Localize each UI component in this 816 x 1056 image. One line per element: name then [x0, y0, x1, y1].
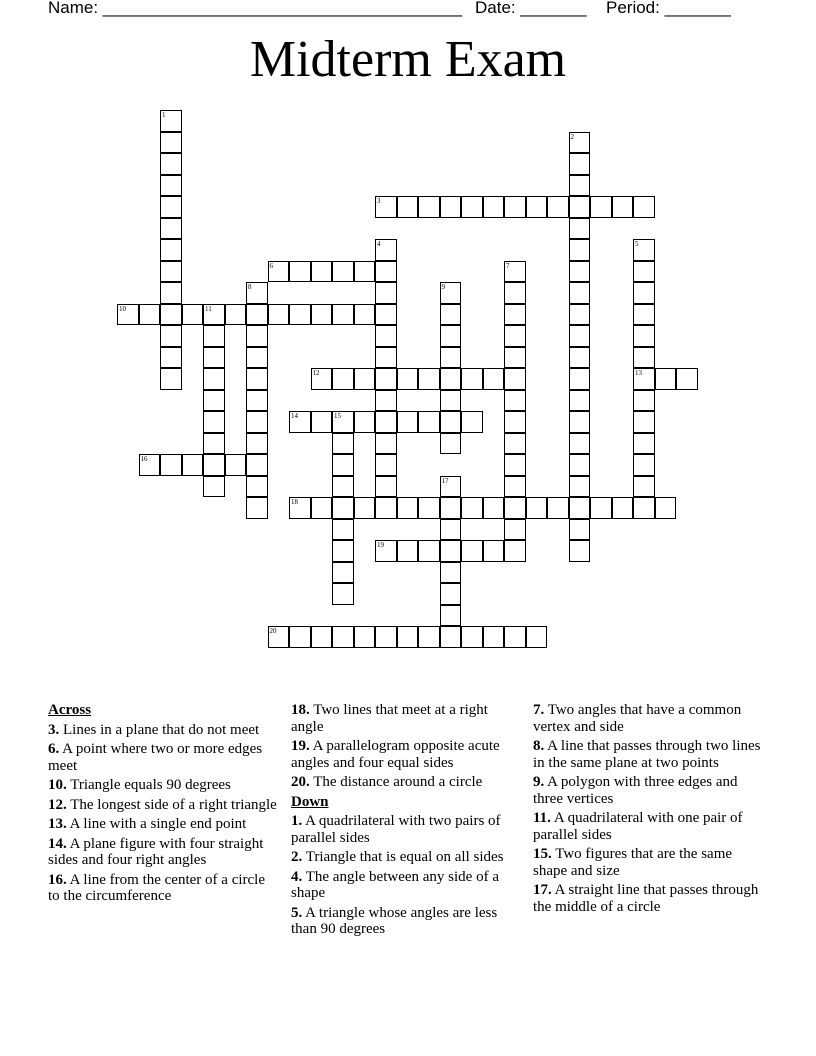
- across-heading: Across: [48, 702, 92, 718]
- clue-text: A plane figure with four straight sides and four right angles: [48, 835, 264, 868]
- name-field[interactable]: Name: ______________________________________: [48, 0, 463, 17]
- date-field[interactable]: Date: _______: [475, 0, 587, 17]
- clue-text: A line that passes through two lines in the same plane at two points: [533, 738, 761, 771]
- crossword-cell[interactable]: [483, 626, 505, 648]
- crossword-cell[interactable]: [354, 261, 376, 283]
- clue-text: A point where two or more edges meet: [48, 741, 263, 774]
- crossword-cell[interactable]: [160, 196, 182, 218]
- crossword-cell[interactable]: [590, 196, 612, 218]
- clue-item: [533, 738, 763, 771]
- clue-number-label: 18: [291, 498, 298, 506]
- crossword-cell[interactable]: [332, 476, 354, 498]
- crossword-cell[interactable]: [160, 454, 182, 476]
- clue-number-label: 2: [570, 132, 574, 141]
- crossword-cell[interactable]: [461, 540, 483, 562]
- crossword-cell[interactable]: [440, 605, 462, 627]
- clue-text: A straight line that passes through the middle of a circle: [533, 882, 759, 915]
- crossword-cell[interactable]: [375, 454, 397, 476]
- crossword-cell[interactable]: [203, 347, 225, 369]
- crossword-cell[interactable]: [160, 347, 182, 369]
- crossword-cell[interactable]: [418, 497, 440, 519]
- crossword-cell[interactable]: [160, 110, 182, 132]
- clue-number: 20.: [291, 774, 310, 790]
- crossword-cell[interactable]: [246, 390, 268, 412]
- crossword-cell[interactable]: [332, 519, 354, 541]
- clue-text: A quadrilateral with two pairs of parallel sides: [291, 813, 501, 846]
- crossword-cell[interactable]: [612, 497, 634, 519]
- clue-text: Lines in a plane that do not meet: [59, 721, 260, 738]
- crossword-cell[interactable]: [569, 347, 591, 369]
- crossword-cell[interactable]: [633, 347, 655, 369]
- period-field[interactable]: Period: _______: [606, 0, 731, 17]
- crossword-cell[interactable]: [289, 261, 311, 283]
- crossword-cell[interactable]: [182, 304, 204, 326]
- clue-number-label: 13: [635, 369, 642, 377]
- crossword-cell[interactable]: [375, 433, 397, 455]
- crossword-cell[interactable]: [332, 261, 354, 283]
- crossword-cell[interactable]: [440, 519, 462, 541]
- crossword-cell[interactable]: [633, 304, 655, 326]
- clue-number-label: 16: [140, 455, 148, 463]
- crossword-cell[interactable]: [160, 368, 182, 390]
- clue-text: Triangle that is equal on all sides: [302, 849, 504, 865]
- clue-text: A parallelogram opposite acute angles and four equal sides: [291, 738, 500, 771]
- crossword-cell[interactable]: [246, 325, 268, 347]
- crossword-cell[interactable]: [504, 411, 526, 433]
- crossword-cell[interactable]: [418, 626, 440, 648]
- crossword-cell[interactable]: [375, 239, 397, 261]
- clue-item: [48, 722, 280, 739]
- clue-text: A line from the center of a circle to the circumference: [48, 871, 265, 904]
- crossword-cell[interactable]: [569, 153, 591, 175]
- crossword-cell[interactable]: [569, 175, 591, 197]
- crossword-cell[interactable]: [440, 347, 462, 369]
- clue-number: 13.: [48, 816, 67, 832]
- crossword-cell[interactable]: [160, 239, 182, 261]
- clue-text: The distance around a circle: [309, 774, 483, 790]
- crossword-cell[interactable]: [246, 368, 268, 390]
- crossword-cell[interactable]: [633, 325, 655, 347]
- crossword-cell[interactable]: [655, 497, 677, 519]
- crossword-cell[interactable]: [504, 454, 526, 476]
- crossword-cell[interactable]: [633, 497, 655, 519]
- clue-text: Two lines that meet at a right angle: [291, 702, 488, 735]
- crossword-cell[interactable]: [375, 282, 397, 304]
- crossword-cell[interactable]: [569, 261, 591, 283]
- clue-number: 1.: [291, 813, 303, 829]
- page-title: Midterm Exam: [249, 31, 567, 88]
- crossword-cell[interactable]: [504, 368, 526, 390]
- clue-item: [533, 774, 763, 807]
- crossword-cell[interactable]: [569, 476, 591, 498]
- crossword-cell[interactable]: [569, 497, 591, 519]
- clue-text: A triangle whose angles are less than 90 degrees: [291, 904, 498, 937]
- crossword-cell[interactable]: [160, 282, 182, 304]
- clue-number: 3.: [48, 721, 60, 738]
- clue-number-label: 11: [205, 304, 212, 313]
- crossword-cell[interactable]: [440, 476, 462, 498]
- crossword-cell[interactable]: [397, 497, 419, 519]
- crossword-cell[interactable]: [569, 132, 591, 154]
- clue-item: [48, 797, 280, 814]
- clue-number: 19.: [291, 738, 310, 754]
- clue-number: 12.: [48, 796, 67, 813]
- crossword-cell[interactable]: [633, 261, 655, 283]
- clue-item: [291, 702, 517, 735]
- crossword-cell[interactable]: [354, 304, 376, 326]
- crossword-cell[interactable]: [375, 196, 397, 218]
- crossword-cell[interactable]: [526, 196, 548, 218]
- crossword-cell[interactable]: [268, 626, 290, 648]
- clue-number-label: 7: [506, 261, 510, 270]
- clue-text: A polygon with three edges and three vertices: [533, 774, 738, 807]
- crossword-cell[interactable]: [375, 626, 397, 648]
- clues-column-1: [48, 702, 280, 908]
- clue-number: 14.: [48, 835, 67, 852]
- crossword-cell[interactable]: [461, 497, 483, 519]
- clue-number: 5.: [291, 904, 303, 921]
- clue-number-label: 6: [269, 261, 273, 270]
- clue-number: 17.: [533, 882, 552, 898]
- crossword-cell[interactable]: [440, 497, 462, 519]
- crossword-cell[interactable]: [440, 304, 462, 326]
- clue-text: The angle between any side of a shape: [291, 868, 499, 901]
- crossword-cell[interactable]: [246, 282, 268, 304]
- crossword-cell[interactable]: [461, 626, 483, 648]
- down-heading: Down: [291, 793, 329, 810]
- clue-number-label: 14: [291, 412, 298, 420]
- crossword-cell[interactable]: [160, 304, 182, 326]
- crossword-cell[interactable]: [160, 153, 182, 175]
- crossword-cell[interactable]: [289, 411, 311, 433]
- crossword-cell[interactable]: [440, 433, 462, 455]
- crossword-cell[interactable]: [440, 368, 462, 390]
- crossword-cell[interactable]: [483, 368, 505, 390]
- crossword-cell[interactable]: [332, 304, 354, 326]
- crossword-cell[interactable]: [504, 282, 526, 304]
- crossword-cell[interactable]: [203, 454, 225, 476]
- clue-number: 7.: [533, 702, 545, 718]
- crossword-cell[interactable]: [289, 304, 311, 326]
- crossword-cell[interactable]: [397, 196, 419, 218]
- crossword-cell[interactable]: [375, 368, 397, 390]
- crossword-cell[interactable]: [633, 454, 655, 476]
- crossword-cell[interactable]: [612, 196, 634, 218]
- crossword-cell[interactable]: [569, 519, 591, 541]
- crossword-cell[interactable]: [375, 304, 397, 326]
- crossword-cell[interactable]: [246, 476, 268, 498]
- crossword-cell[interactable]: [633, 368, 655, 390]
- across-clue-list-continued: [291, 702, 517, 791]
- crossword-cell[interactable]: [311, 497, 333, 519]
- clue-item: [533, 810, 763, 843]
- crossword-cell[interactable]: [397, 626, 419, 648]
- crossword-cell[interactable]: [504, 304, 526, 326]
- clue-item: [48, 777, 280, 794]
- crossword-cell[interactable]: [375, 261, 397, 283]
- crossword-cell[interactable]: [461, 196, 483, 218]
- clue-number: 4.: [291, 868, 303, 885]
- clue-item: [48, 872, 280, 905]
- crossword-cell[interactable]: [418, 540, 440, 562]
- crossword-cell[interactable]: [569, 282, 591, 304]
- crossword-cell[interactable]: [633, 196, 655, 218]
- crossword-cell[interactable]: [590, 497, 612, 519]
- clue-number-label: 10: [119, 304, 126, 313]
- crossword-cell[interactable]: [160, 175, 182, 197]
- crossword-cell[interactable]: [311, 411, 333, 433]
- crossword-cell[interactable]: [569, 411, 591, 433]
- crossword-cell[interactable]: [203, 304, 225, 326]
- crossword-cell[interactable]: [139, 454, 161, 476]
- crossword-cell[interactable]: [332, 368, 354, 390]
- crossword-cell[interactable]: [633, 476, 655, 498]
- clue-number: 18.: [291, 702, 310, 718]
- clue-text: A quadrilateral with one pair of parallel sides: [533, 810, 743, 843]
- clue-text: Triangle equals 90 degrees: [66, 777, 231, 793]
- clue-item: [533, 846, 763, 879]
- crossword-cell[interactable]: [633, 411, 655, 433]
- crossword-cell[interactable]: [418, 196, 440, 218]
- crossword-cell[interactable]: [332, 562, 354, 584]
- clue-item: [291, 738, 517, 771]
- clue-number-label: 1: [162, 111, 166, 119]
- crossword-cell[interactable]: [633, 433, 655, 455]
- crossword-cell[interactable]: [526, 626, 548, 648]
- crossword-cell[interactable]: [569, 390, 591, 412]
- crossword-cell[interactable]: [461, 411, 483, 433]
- crossword-cell[interactable]: [332, 433, 354, 455]
- crossword-cell[interactable]: [483, 196, 505, 218]
- crossword-cell[interactable]: [504, 519, 526, 541]
- crossword-cell[interactable]: [504, 433, 526, 455]
- crossword-cell[interactable]: [569, 433, 591, 455]
- crossword-cell[interactable]: [375, 540, 397, 562]
- clue-number-label: 12: [312, 369, 320, 377]
- crossword-cell[interactable]: [504, 196, 526, 218]
- crossword-cell[interactable]: [117, 304, 139, 326]
- crossword-cell[interactable]: [225, 304, 247, 326]
- crossword-cell[interactable]: [311, 368, 333, 390]
- crossword-cell[interactable]: [440, 626, 462, 648]
- clue-item: [48, 816, 280, 833]
- clue-number: 6.: [48, 741, 60, 757]
- crossword-cell[interactable]: [332, 540, 354, 562]
- crossword-cell[interactable]: [354, 497, 376, 519]
- crossword-cell[interactable]: [569, 304, 591, 326]
- crossword-cell[interactable]: [246, 433, 268, 455]
- clue-number: 15.: [533, 846, 552, 862]
- crossword-cell[interactable]: [440, 540, 462, 562]
- clue-item: [48, 836, 280, 869]
- crossword-cell[interactable]: [655, 368, 677, 390]
- crossword-cell[interactable]: [526, 497, 548, 519]
- crossword-cell[interactable]: [375, 390, 397, 412]
- crossword-cell[interactable]: [633, 239, 655, 261]
- crossword-cell[interactable]: [440, 583, 462, 605]
- crossword-cell[interactable]: [569, 218, 591, 240]
- crossword-cell[interactable]: [246, 454, 268, 476]
- crossword-cell[interactable]: [397, 368, 419, 390]
- clue-text: Two angles that have a common vertex and side: [533, 702, 742, 735]
- crossword-cell[interactable]: [311, 304, 333, 326]
- clue-number-label: 4: [377, 240, 381, 248]
- clue-number: 8.: [533, 738, 545, 754]
- clue-item: [533, 702, 763, 735]
- crossword-cell[interactable]: [440, 282, 462, 304]
- clue-item: [291, 905, 517, 938]
- crossword-cell[interactable]: [504, 540, 526, 562]
- crossword-cell[interactable]: [311, 626, 333, 648]
- crossword-cell[interactable]: [203, 411, 225, 433]
- crossword-cell[interactable]: [504, 626, 526, 648]
- clue-item: [48, 741, 280, 774]
- crossword-cell[interactable]: [440, 325, 462, 347]
- clues-column-2: [291, 702, 517, 941]
- crossword-cell[interactable]: [268, 261, 290, 283]
- crossword-cell[interactable]: [246, 347, 268, 369]
- crossword-cell[interactable]: [504, 497, 526, 519]
- crossword-cell[interactable]: [375, 476, 397, 498]
- clue-number-label: 5: [635, 240, 639, 248]
- across-clue-list: [48, 722, 280, 905]
- clue-number-label: 8: [248, 283, 252, 291]
- crossword-cell[interactable]: [203, 325, 225, 347]
- crossword-cell[interactable]: [225, 454, 247, 476]
- crossword-cell[interactable]: [633, 390, 655, 412]
- crossword-cell[interactable]: [547, 196, 569, 218]
- crossword-cell[interactable]: [203, 476, 225, 498]
- clue-text: Two figures that are the same shape and size: [533, 846, 733, 879]
- clue-number: 10.: [48, 777, 67, 793]
- crossword-cell[interactable]: [547, 497, 569, 519]
- crossword-cell[interactable]: [504, 261, 526, 283]
- crossword-cell[interactable]: [676, 368, 698, 390]
- crossword-cell[interactable]: [332, 583, 354, 605]
- crossword-cell[interactable]: [504, 390, 526, 412]
- crossword-cell[interactable]: [418, 368, 440, 390]
- clue-text: A line with a single end point: [66, 816, 247, 832]
- crossword-cell[interactable]: [354, 411, 376, 433]
- crossword-cell[interactable]: [483, 497, 505, 519]
- crossword-cell[interactable]: [504, 347, 526, 369]
- crossword-cell[interactable]: [440, 196, 462, 218]
- clue-text: The longest side of a right triangle: [66, 796, 277, 813]
- clue-number-label: 20: [269, 627, 277, 635]
- clues-column-3: [533, 702, 763, 918]
- crossword-cell[interactable]: [375, 347, 397, 369]
- crossword-cell[interactable]: [633, 282, 655, 304]
- crossword-cell[interactable]: [203, 433, 225, 455]
- crossword-cell[interactable]: [569, 196, 591, 218]
- crossword-cell[interactable]: [160, 218, 182, 240]
- clue-number-label: 19: [377, 541, 384, 549]
- crossword-cell[interactable]: [375, 497, 397, 519]
- crossword-cell[interactable]: [461, 368, 483, 390]
- crossword-cell[interactable]: [160, 325, 182, 347]
- crossword-cell[interactable]: [440, 562, 462, 584]
- crossword-cell[interactable]: [203, 390, 225, 412]
- clue-number: 11.: [533, 810, 551, 826]
- clue-number: 9.: [533, 774, 545, 790]
- crossword-cell[interactable]: [332, 454, 354, 476]
- crossword-cell[interactable]: [160, 261, 182, 283]
- crossword-cell[interactable]: [375, 411, 397, 433]
- clue-number-label: 3: [377, 197, 381, 205]
- crossword-cell[interactable]: [354, 626, 376, 648]
- crossword-cell[interactable]: [246, 497, 268, 519]
- clue-number-label: 17: [441, 476, 449, 485]
- crossword-cell[interactable]: [332, 411, 354, 433]
- crossword-cell[interactable]: [440, 390, 462, 412]
- crossword-cell[interactable]: [332, 497, 354, 519]
- crossword-cell[interactable]: [569, 325, 591, 347]
- crossword-cell[interactable]: [569, 454, 591, 476]
- crossword-cell[interactable]: [160, 132, 182, 154]
- crossword-cell[interactable]: [483, 540, 505, 562]
- crossword-cell[interactable]: [569, 239, 591, 261]
- crossword-cell[interactable]: [569, 368, 591, 390]
- clue-item: [291, 849, 517, 866]
- crossword-cell[interactable]: [246, 411, 268, 433]
- crossword-cell[interactable]: [440, 411, 462, 433]
- crossword-cell[interactable]: [182, 454, 204, 476]
- crossword-cell[interactable]: [246, 304, 268, 326]
- crossword-cell[interactable]: [139, 304, 161, 326]
- clue-number-label: 15: [334, 412, 341, 420]
- crossword-cell[interactable]: [397, 411, 419, 433]
- crossword-cell[interactable]: [311, 261, 333, 283]
- crossword-cell[interactable]: [397, 540, 419, 562]
- clue-number: 16.: [48, 871, 67, 888]
- clue-item: [291, 774, 517, 791]
- crossword-cell[interactable]: [203, 368, 225, 390]
- crossword-cell[interactable]: [268, 304, 290, 326]
- crossword-cell[interactable]: [504, 476, 526, 498]
- clue-number: 2.: [291, 849, 303, 865]
- crossword-cell[interactable]: [289, 626, 311, 648]
- clue-number-label: 9: [441, 283, 445, 291]
- crossword-cell[interactable]: [418, 411, 440, 433]
- crossword-cell[interactable]: [289, 497, 311, 519]
- crossword-cell[interactable]: [354, 368, 376, 390]
- clue-item: [291, 813, 517, 846]
- clue-item: [291, 869, 517, 902]
- down-clue-list: [291, 813, 517, 938]
- crossword-cell[interactable]: [504, 325, 526, 347]
- crossword-cell[interactable]: [375, 325, 397, 347]
- down-clue-list-continued: [533, 702, 763, 915]
- crossword-cell[interactable]: [569, 540, 591, 562]
- clue-item: [533, 882, 763, 915]
- crossword-cell[interactable]: [332, 626, 354, 648]
